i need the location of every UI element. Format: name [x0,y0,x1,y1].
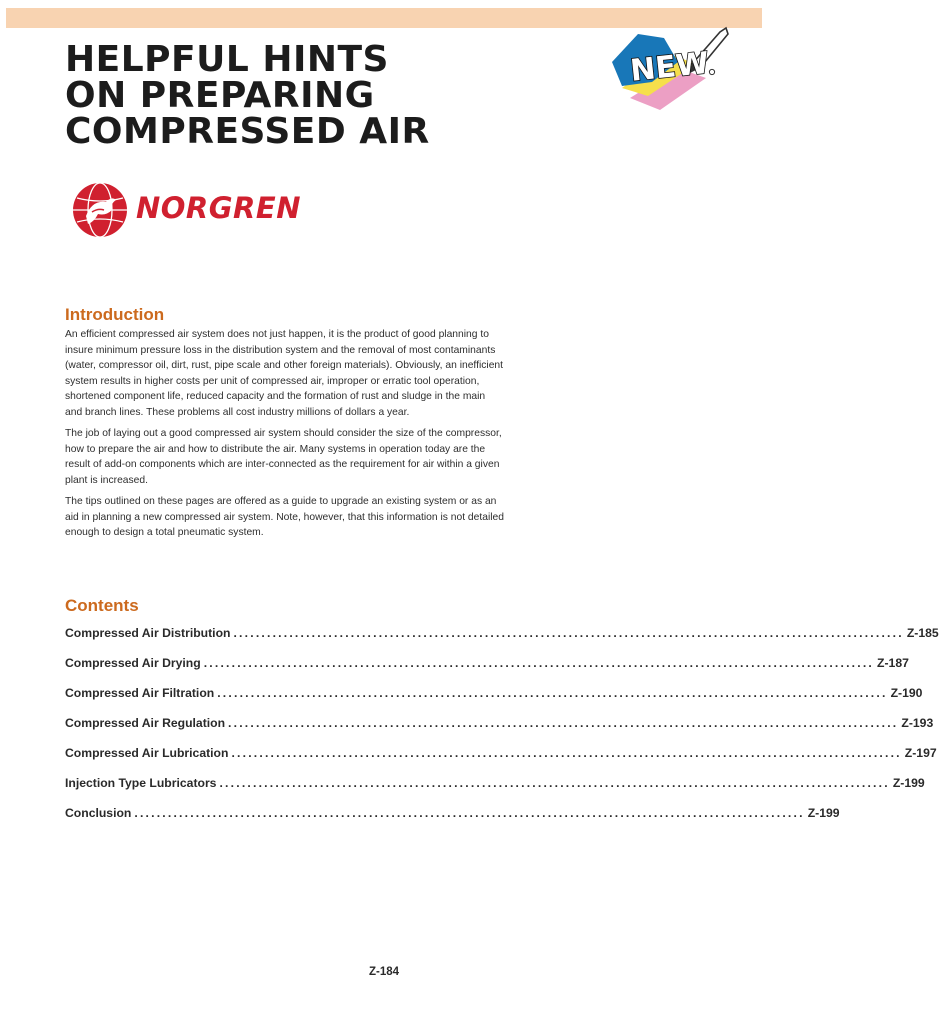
toc-entry-label: Compressed Air Filtration [65,686,215,700]
toc-entry-label: Compressed Air Drying [65,656,201,670]
toc-entry-drying[interactable] [65,656,909,686]
toc-leader-dots: ........................................................................................................................ [217,686,888,700]
toc-entry-filtration[interactable] [65,686,923,716]
page-title [65,39,430,152]
globe-emblem-icon [72,182,128,238]
introduction-heading: Introduction [65,305,165,324]
introduction-paragraph: The job of laying out a good compressed air system should consider the size of the compressor, how to prepare the air and how to distribute the air. Many systems in operation today are the result of add-on components which are inter-connected as the requirement for air within a given plant is increased. [65,428,502,486]
toc-leader-dots: ........................................................................................................................ [228,716,899,730]
introduction-paragraph: The tips outlined on these pages are offered as a guide to upgrade an existing system or as an aid in planning a new compressed air system. Note, however, that this information is not detailed enough to design a total pneumatic system. [65,496,504,538]
new-badge-icon [608,20,738,115]
toc-entry-injection-lubricators[interactable] [65,776,925,806]
toc-entry-page: Z-199 [892,776,925,790]
toc-entry-page: Z-187 [877,656,909,670]
introduction-paragraph: An efficient compressed air system does not just happen, it is the product of good planning to insure minimum pressure loss in the distribution system and the removal of most contaminants (water, compressor oil, dirt, rust, pipe scale and other foreign materials). Obviously, an inefficient system results in higher costs per unit of compressed air, improper or erratic tool operation, shortened component life, reduced capacity and the formation of rust and sludge in the main and branch lines. These problems all cost industry millions of dollars a year. [65,329,504,418]
toc-leader-dots: ........................................................................................................................ [134,806,805,820]
toc-entry-label: Compressed Air Distribution [65,626,231,640]
new-badge-text: NEW [628,45,711,89]
toc-entry-page: Z-197 [904,746,937,760]
toc-entry-lubrication[interactable] [65,746,937,776]
toc-leader-dots: ........................................................................................................................ [233,626,904,640]
toc-entry-label: Injection Type Lubricators [65,776,217,790]
table-of-contents [65,626,939,836]
title-line-1: HELPFUL HINTS [65,39,389,80]
toc-entry-page: Z-190 [890,686,923,700]
toc-entry-label: Compressed Air Regulation [65,716,226,730]
toc-entry-label: Compressed Air Lubrication [65,746,229,760]
toc-entry-distribution[interactable] [65,626,939,656]
toc-leader-dots: ........................................................................................................................ [231,746,902,760]
introduction-body [65,327,505,547]
toc-leader-dots: ........................................................................................................................ [203,656,875,670]
toc-entry-regulation[interactable] [65,716,934,746]
toc-entry-label: Conclusion [65,806,132,820]
norgren-logo [72,180,382,242]
title-line-3: COMPRESSED AIR [65,111,430,152]
toc-entry-page: Z-185 [906,626,939,640]
toc-entry-conclusion[interactable] [65,806,840,836]
page-number: Z-184 [368,966,400,978]
brand-name: NORGREN [136,191,301,225]
toc-entry-page: Z-193 [901,716,934,730]
toc-leader-dots: ........................................................................................................................ [219,776,890,790]
contents-heading: Contents [65,596,139,615]
title-line-2: ON PREPARING [65,75,375,116]
toc-entry-page: Z-199 [807,806,840,820]
